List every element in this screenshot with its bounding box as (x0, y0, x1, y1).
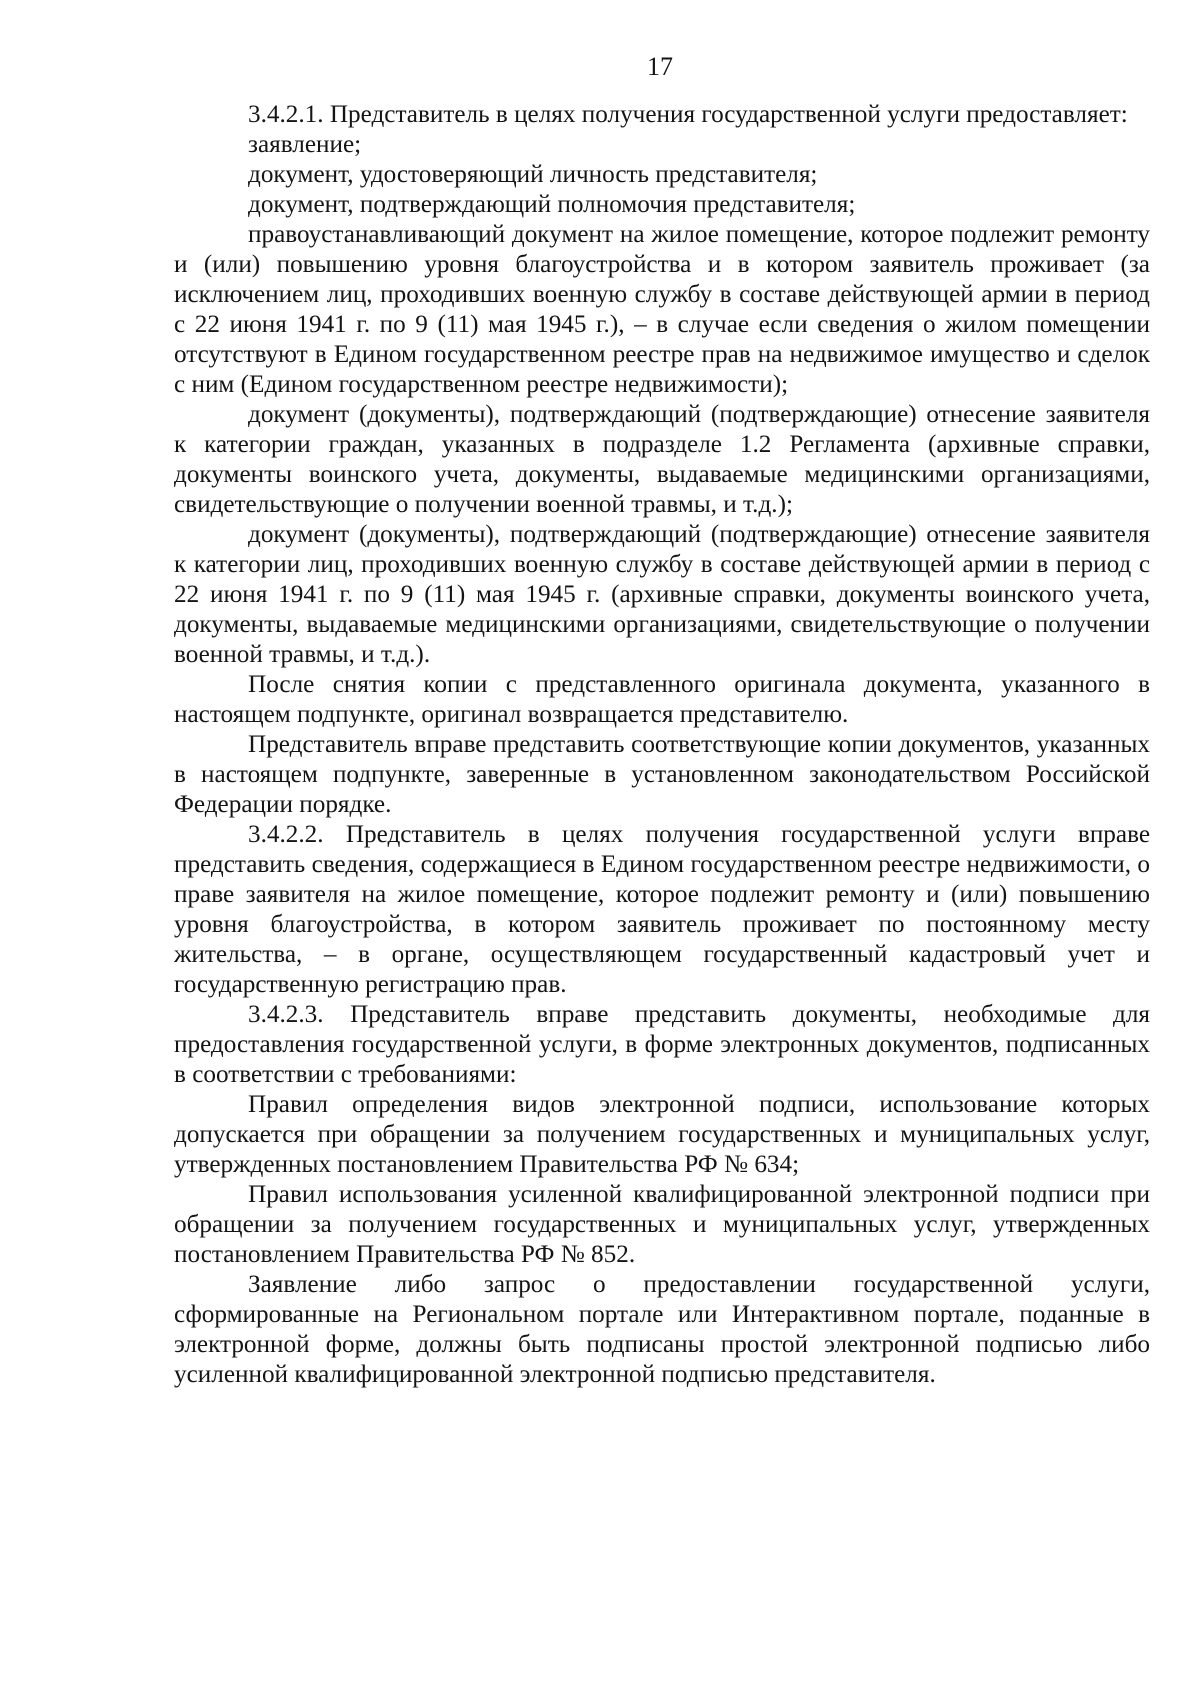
list-item-rules-852: Правил использования усиленной квалифицированной электронной подписи при обращении за получением государственных и муниципальных услуг, утвержденных постановлением Правительства РФ № 852. (174, 1181, 1150, 1268)
list-item-citizen-category-document: документ (документы), подтверждающий (подтверждающие) отнесение заявителя к категории граждан, указанных в подразделе 1.2 Регламента (архивные справки, документы воинского учета, документы, выдаваемые медицинскими организациями, свидетельствующие о получении военной травмы, и т.д.); (174, 401, 1150, 518)
list-item-rules-634: Правил определения видов электронной подписи, использование которых допускается при обращении за получением государственных и муниципальных услуг, утвержденных постановлением Правительства РФ № 634; (174, 1091, 1150, 1178)
paragraph-electronic-signature: Заявление либо запрос о предоставлении государственной услуги, сформированные на Региональном портале или Интерактивном портале, поданные в электронной форме, должны быть подписаны простой электронной подписью либо усиленной квалифицированной электронной подписью представителя. (174, 1271, 1150, 1388)
paragraph-certified-copies: Представитель вправе представить соответствующие копии документов, указанных в настоящем подпункте, заверенные в установленном законодательством Российской Федерации порядке. (174, 731, 1150, 818)
paragraph-3-4-2-1-intro: 3.4.2.1. Представитель в целях получения государственной услуги предоставляет: (248, 101, 1128, 128)
document-body (174, 100, 1150, 1390)
paragraph-3-4-2-3: 3.4.2.3. Представитель вправе представить документы, необходимые для предоставления государственной услуги, в форме электронных документов, подписанных в соответствии с требованиями: (174, 1001, 1150, 1088)
paragraph-original-returned: После снятия копии с представленного оригинала документа, указанного в настоящем подпункте, оригинал возвращается представителю. (174, 671, 1150, 728)
paragraph-3-4-2-2: 3.4.2.2. Представитель в целях получения государственной услуги вправе представить сведения, содержащиеся в Едином государственном реестре недвижимости, о праве заявителя на жилое помещение, которое подлежит ремонту и (или) повышению уровня благоустройства, в котором заявитель проживает по постоянному месту жительства, – в органе, осуществляющем государственный кадастровый учет и государственную регистрацию прав. (174, 821, 1150, 998)
page-number: 17 (647, 52, 673, 81)
list-item-title-document: правоустанавливающий документ на жилое помещение, которое подлежит ремонту и (или) повышению уровня благоустройства и в котором заявитель проживает (за исключением лиц, проходивших военную службу в составе действующей армии в период с 22 июня 1941 г. по 9 (11) мая 1945 г.), – в случае если сведения о жилом помещении отсутствуют в Едином государственном реестре прав на недвижимое имущество и сделок с ним (Едином государственном реестре недвижимости); (174, 221, 1150, 398)
list-item-application: заявление; (248, 131, 362, 158)
list-item-army-service-document: документ (документы), подтверждающий (подтверждающие) отнесение заявителя к категории лиц, проходивших военную службу в составе действующей армии в период с 22 июня 1941 г. по 9 (11) мая 1945 г. (архивные справки, документы воинского учета, документы, выдаваемые медицинскими организациями, свидетельствующие о получении военной травмы, и т.д.). (174, 521, 1150, 668)
list-item-identity-document: документ, удостоверяющий личность представителя; (248, 161, 818, 188)
list-item-authority-document: документ, подтверждающий полномочия представителя; (248, 191, 856, 218)
